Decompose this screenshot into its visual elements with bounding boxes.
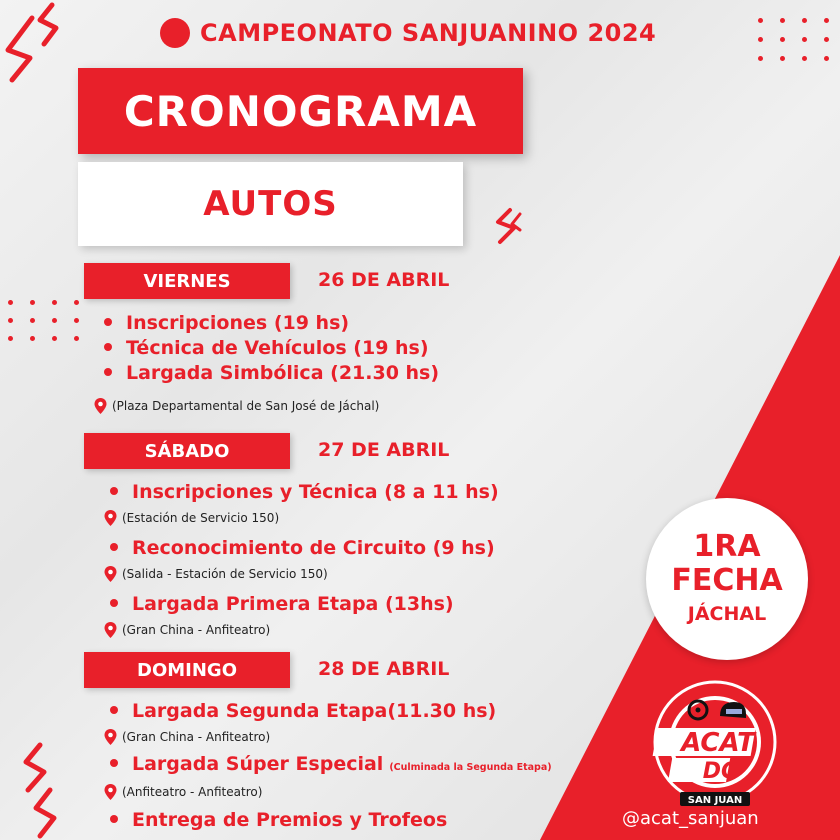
- location-pin-icon: [104, 784, 117, 800]
- location-line: [104, 622, 270, 638]
- schedule-item-label: Largada Súper Especial: [132, 753, 384, 775]
- location-text: (Gran China - Anfiteatro): [122, 623, 271, 637]
- day-date-domingo: 28 DE ABRIL: [318, 658, 450, 680]
- schedule-item: [110, 753, 552, 775]
- schedule-item-label: Inscripciones y Técnica (8 a 11 hs): [132, 481, 499, 503]
- social-handle[interactable]: @acat_sanjuan: [622, 808, 759, 829]
- location-line: [104, 566, 328, 582]
- schedule-item: [104, 312, 349, 334]
- location-pin-icon: [104, 729, 117, 745]
- location-text: (Anfiteatro - Anfiteatro): [122, 785, 263, 799]
- location-pin-icon: [104, 622, 117, 638]
- location-pin-icon: [104, 566, 117, 582]
- location-line: [104, 784, 262, 800]
- location-line: [104, 729, 270, 745]
- day-header-domingo: DOMINGO: [84, 652, 290, 688]
- location-text: (Plaza Departamental de San José de Jáchal): [112, 399, 380, 413]
- top-heading: [160, 18, 656, 48]
- schedule-item-label: Entrega de Premios y Trofeos: [132, 809, 448, 831]
- event-place: JÁCHAL: [687, 603, 767, 625]
- location-text: (Gran China - Anfiteatro): [122, 730, 271, 744]
- championship-title: CAMPEONATO SANJUANINO 2024: [200, 19, 657, 47]
- day-header-sabado: SÁBADO: [84, 433, 290, 469]
- autos-banner: [78, 162, 463, 246]
- autos-subtitle: AUTOS: [203, 184, 338, 224]
- schedule-item: [110, 537, 495, 559]
- schedule-item-label: Largada Primera Etapa (13hs): [132, 593, 454, 615]
- schedule-item-label: Reconocimiento de Circuito (9 hs): [132, 537, 495, 559]
- location-line: [104, 510, 279, 526]
- dot-grid-left: [8, 300, 79, 341]
- heading-dot: [160, 18, 190, 48]
- svg-text:SAN JUAN: SAN JUAN: [687, 795, 743, 806]
- acat-logo: [640, 680, 790, 812]
- event-label: FECHA: [671, 563, 783, 598]
- cronograma-banner: [78, 68, 523, 154]
- svg-text:DC: DC: [702, 759, 738, 784]
- schedule-item-label: Largada Simbólica (21.30 hs): [126, 362, 440, 384]
- location-pin-icon: [104, 510, 117, 526]
- location-text: (Estación de Servicio 150): [122, 511, 280, 525]
- schedule-item: [110, 700, 496, 722]
- schedule-item-label: Inscripciones (19 hs): [126, 312, 350, 334]
- cronograma-title: CRONOGRAMA: [123, 86, 478, 136]
- schedule-item: [110, 481, 499, 503]
- svg-text:ACAT: ACAT: [681, 728, 755, 758]
- schedule-item-label: Largada Segunda Etapa(11.30 hs): [132, 700, 497, 722]
- event-round: 1RA: [693, 529, 761, 564]
- schedule-item: [110, 593, 454, 615]
- schedule-item-note: (Culminada la Segunda Etapa): [389, 762, 552, 773]
- event-badge: [646, 498, 808, 660]
- location-line: [94, 398, 379, 414]
- schedule-item: [110, 809, 447, 831]
- day-date-viernes: 26 DE ABRIL: [318, 269, 450, 291]
- day-header-viernes: VIERNES: [84, 263, 290, 299]
- schedule-item: [104, 362, 439, 384]
- schedule-item-label: Técnica de Vehículos (19 hs): [126, 337, 429, 359]
- dot-grid-top-right: [758, 18, 829, 61]
- location-text: (Salida - Estación de Servicio 150): [122, 567, 328, 581]
- location-pin-icon: [94, 398, 107, 414]
- schedule-item: [104, 337, 429, 359]
- day-date-sabado: 27 DE ABRIL: [318, 439, 450, 461]
